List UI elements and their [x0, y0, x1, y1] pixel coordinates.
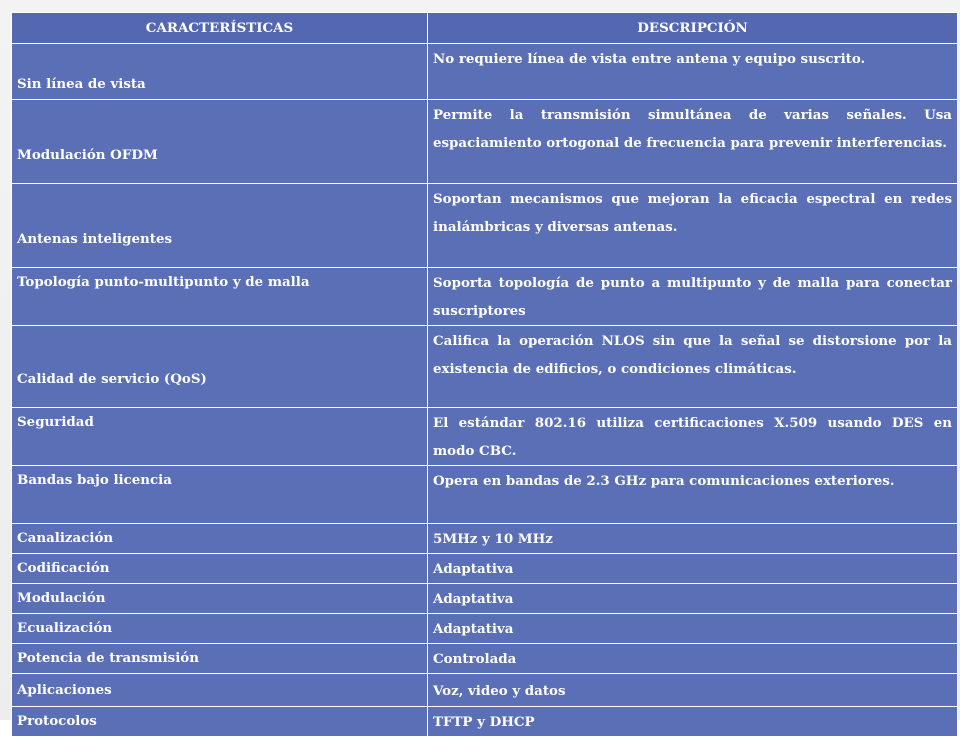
table-row: [12, 707, 958, 737]
table-row: [12, 326, 958, 408]
header-characteristics: CARACTERÍSTICAS: [12, 13, 428, 44]
description-cell: 5MHz y 10 MHz: [428, 524, 958, 554]
description-cell: Permite la transmisión simultánea de varias señales. Usa espaciamiento ortogonal de frecuencia para prevenir interferencias.: [428, 100, 958, 184]
table-row: [12, 554, 958, 584]
table-row: [12, 408, 958, 466]
table-row: [12, 644, 958, 674]
feature-cell: Sin línea de vista: [12, 44, 428, 100]
feature-cell: Antenas inteligentes: [12, 184, 428, 268]
description-cell: Adaptativa: [428, 584, 958, 614]
feature-cell: Codificación: [12, 554, 428, 584]
description-cell: El estándar 802.16 utiliza certificaciones X.509 usando DES en modo CBC.: [428, 408, 958, 466]
header-description: DESCRIPCIÓN: [428, 13, 958, 44]
characteristics-table: [11, 12, 958, 737]
table-row: [12, 184, 958, 268]
feature-cell: Canalización: [12, 524, 428, 554]
description-cell: Voz, video y datos: [428, 674, 958, 707]
feature-cell: Ecualización: [12, 614, 428, 644]
description-cell: Soportan mecanismos que mejoran la eficacia espectral en redes inalámbricas y diversas antenas.: [428, 184, 958, 268]
description-cell: Controlada: [428, 644, 958, 674]
description-cell: Adaptativa: [428, 614, 958, 644]
feature-cell: Topología punto-multipunto y de malla: [12, 268, 428, 326]
table-row: [12, 44, 958, 100]
feature-cell: Aplicaciones: [12, 674, 428, 707]
feature-cell: Seguridad: [12, 408, 428, 466]
description-cell: Opera en bandas de 2.3 GHz para comunicaciones exteriores.: [428, 466, 958, 524]
feature-cell: Potencia de transmisión: [12, 644, 428, 674]
table-row: [12, 584, 958, 614]
table-row: [12, 674, 958, 707]
table-row: [12, 614, 958, 644]
feature-cell: Modulación: [12, 584, 428, 614]
description-cell: Califica la operación NLOS sin que la señal se distorsione por la existencia de edificios, o condiciones climáticas.: [428, 326, 958, 408]
feature-cell: Modulación OFDM: [12, 100, 428, 184]
table-row: [12, 100, 958, 184]
feature-cell: Bandas bajo licencia: [12, 466, 428, 524]
description-cell: Soporta topología de punto a multipunto y de malla para conectar suscriptores: [428, 268, 958, 326]
table-row: [12, 466, 958, 524]
description-cell: No requiere línea de vista entre antena y equipo suscrito.: [428, 44, 958, 100]
description-cell: TFTP y DHCP: [428, 707, 958, 737]
feature-cell: Calidad de servicio (QoS): [12, 326, 428, 408]
table-row: [12, 268, 958, 326]
table-row: [12, 524, 958, 554]
description-cell: Adaptativa: [428, 554, 958, 584]
table-header-row: [12, 13, 958, 44]
feature-cell: Protocolos: [12, 707, 428, 737]
